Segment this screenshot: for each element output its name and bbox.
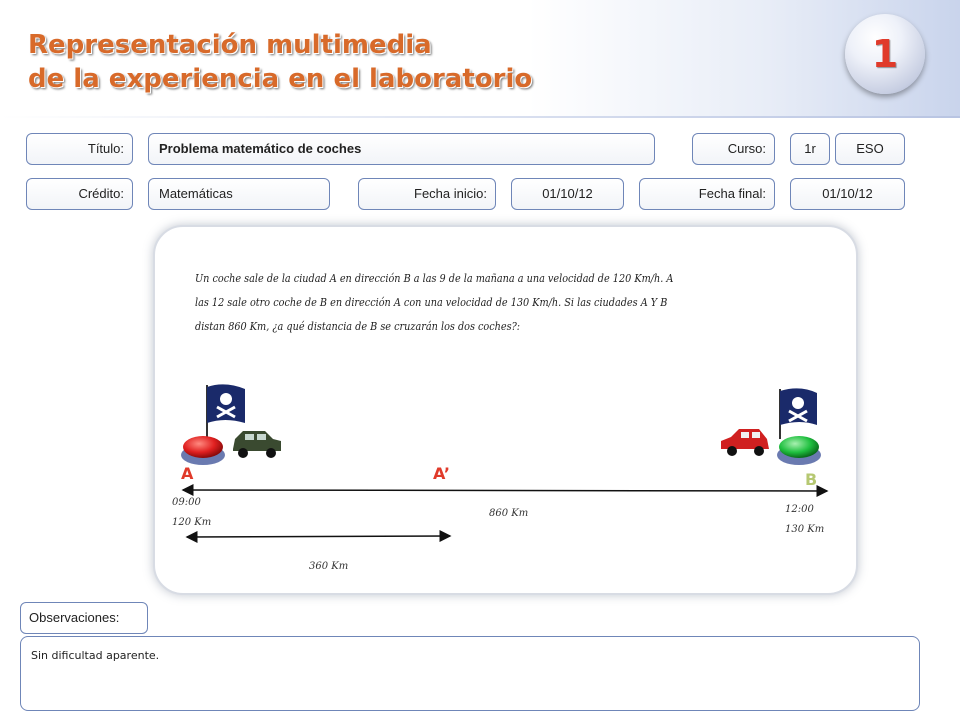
titulo-field[interactable]: Problema matemático de coches <box>148 133 655 165</box>
curso-field[interactable]: 1r <box>790 133 830 165</box>
problem-panel <box>153 225 858 595</box>
partial-distance-arrow <box>187 536 450 537</box>
nivel-field[interactable]: ESO <box>835 133 905 165</box>
slide-number: 1 <box>871 32 899 76</box>
header-divider <box>0 116 960 118</box>
slide-number-badge <box>845 14 925 94</box>
car-b-icon <box>721 429 769 456</box>
titulo-label: Título: <box>26 133 133 165</box>
title-line-2: de la experiencia en el laboratorio <box>28 64 533 94</box>
speed-a: 120 Km <box>172 517 212 528</box>
fecha-inicio-field[interactable]: 01/10/12 <box>511 178 624 210</box>
label-a: A <box>181 464 194 483</box>
pirate-flag-icon-b <box>780 388 817 439</box>
partial-distance-label: 360 Km <box>309 561 349 572</box>
label-a-prime: A’ <box>433 464 450 483</box>
observaciones-label: Observaciones: <box>20 602 148 634</box>
page-title <box>28 28 532 96</box>
label-b: B <box>805 470 818 489</box>
speed-b: 130 Km <box>785 524 825 535</box>
problem-statement: Un coche sale de la ciudad A en dirección B a las 9 de la mañana a una velocidad de 120 Km/h. A las 12 sale otro coche de B en dirección A con una velocidad de 130 Km/h. Si las ciudades A Y B distan 860 Km, ¿a qué distancia de B se cruzarán los dos coches?: <box>195 272 674 333</box>
car-a-icon <box>233 431 281 458</box>
red-button-icon <box>181 436 225 465</box>
observaciones-field[interactable]: Sin dificultad aparente. <box>20 636 920 711</box>
pirate-flag-icon-a <box>207 384 245 439</box>
time-b: 12:00 <box>785 504 814 515</box>
fecha-final-label: Fecha final: <box>639 178 775 210</box>
credito-label: Crédito: <box>26 178 133 210</box>
fecha-inicio-label: Fecha inicio: <box>358 178 496 210</box>
total-distance-arrow <box>183 490 827 491</box>
car-diagram <box>155 227 860 597</box>
title-line-1: Representación multimedia <box>28 30 432 60</box>
curso-label: Curso: <box>692 133 775 165</box>
fecha-final-field[interactable]: 01/10/12 <box>790 178 905 210</box>
green-button-icon <box>777 436 821 465</box>
total-distance-label: 860 Km <box>489 508 529 519</box>
credito-field[interactable]: Matemáticas <box>148 178 330 210</box>
time-a: 09:00 <box>172 497 201 508</box>
